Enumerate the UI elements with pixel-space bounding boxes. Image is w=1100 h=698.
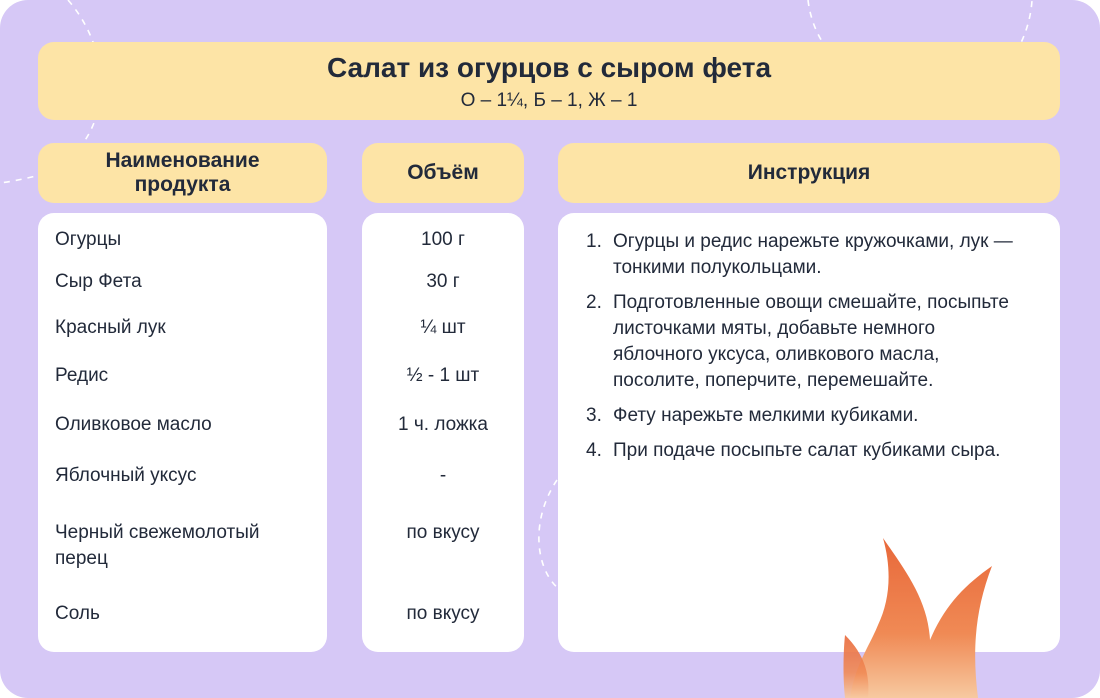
product-name: Редис [55, 365, 109, 386]
step-number: 1. [586, 231, 602, 252]
header-product-label: Наименование продукта [105, 149, 260, 196]
product-name: Оливковое масло [55, 414, 212, 435]
product-volume: 30 г [426, 271, 460, 292]
product-name: Яблочный уксус [55, 465, 197, 486]
product-name: Соль [55, 603, 100, 624]
product-volume: - [439, 465, 447, 486]
step-text: Подготовленные овощи смешайте, посыпьте листочками мяты, добавьте немного яблочного уксуса, оливкового масла, посолите, поперчите, перемешайте. [613, 292, 1009, 391]
step-text: При подаче посыпьте салат кубиками сыра. [613, 440, 1001, 461]
recipe-title: Салат из огурцов с сыром фета [326, 52, 772, 83]
product-name: Сыр Фета [55, 271, 142, 292]
product-volume: ½ - 1 шт [406, 365, 480, 386]
step-text: Фету нарежьте мелкими кубиками. [613, 405, 919, 426]
product-name: Черный свежемолотый перец [55, 522, 260, 569]
product-volume: 100 г [421, 229, 465, 250]
nutrition-summary: О – 1¼, Б – 1, Ж – 1 [460, 90, 638, 111]
product-volume: по вкусу [406, 522, 480, 543]
product-volume: 1 ч. ложка [398, 414, 488, 435]
product-volume: ¼ шт [420, 317, 466, 338]
step-number: 4. [586, 440, 602, 461]
header-instruction-label: Инструкция [747, 161, 871, 184]
product-name: Огурцы [55, 229, 122, 250]
step-number: 2. [586, 292, 602, 313]
step-text: Огурцы и редис нарежьте кружочками, лук — тонкими полукольцами. [613, 231, 1013, 278]
product-name: Красный лук [55, 317, 166, 338]
header-volume-label: Объём [407, 161, 479, 184]
product-volume: по вкусу [406, 603, 480, 624]
step-number: 3. [586, 405, 602, 426]
